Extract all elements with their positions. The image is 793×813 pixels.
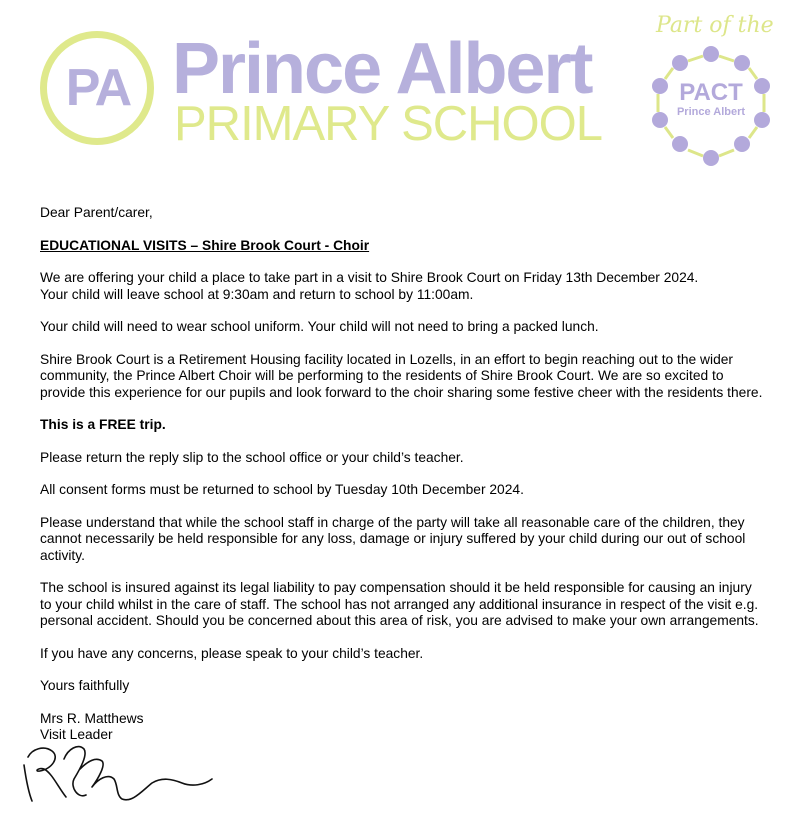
insurance-line-2: to your child whilst in the care of staff. The school has not arranged any additional insurance in respect of the visit e.g.: [40, 596, 759, 612]
consent-deadline: All consent forms must be returned to school by Tuesday 10th December 2024.: [40, 482, 524, 497]
visit-details-line-1: We are offering your child a place to take part in a visit to Shire Brook Court on Friday 13th December 2024.: [40, 270, 699, 285]
free-trip-note: This is a FREE trip.: [40, 417, 166, 432]
pact-logo: [646, 46, 776, 170]
letter-subject: EDUCATIONAL VISITS – Shire Brook Court - Choir: [40, 237, 370, 253]
liability-line-3: activity.: [40, 547, 85, 563]
school-subtitle: PRIMARY SCHOOL: [174, 97, 603, 151]
signer-name: Mrs R. Matthews: [40, 710, 144, 726]
partner-tagline: Part of the: [656, 13, 774, 38]
liability-line-2: cannot necessarily be held responsible for any loss, damage or injury suffered by your child during our out of school: [40, 531, 746, 546]
uniform-note: Your child will need to wear school uniform. Your child will not need to bring a packed lunch.: [40, 319, 599, 334]
description-line-1: Shire Brook Court is a Retirement Housing facility located in Lozells, in an effort to begin reaching out to the wider: [40, 351, 734, 367]
pact-logo-subtitle: Prince Albert: [676, 106, 746, 118]
letterhead: [0, 0, 793, 195]
signer-role: Visit Leader: [40, 727, 113, 742]
closing: Yours faithfully: [40, 678, 130, 693]
visit-details-line-2: Your child will leave school at 9:30am and return to school by 11:00am.: [40, 286, 474, 302]
pact-logo-title: PACT: [679, 79, 743, 106]
insurance-line-1: The school is insured against its legal liability to pay compensation should it be held responsible for causing an injury: [40, 580, 752, 595]
reply-slip-note: Please return the reply slip to the school office or your child’s teacher.: [40, 449, 464, 465]
description-line-2: community, the Prince Albert Choir will be performing to the residents of Shire Brook Court. We are so excited to: [40, 368, 724, 383]
liability-line-1: Please understand that while the school staff in charge of the party will take all reasonable care of the children, they: [40, 514, 745, 530]
letter-body: [40, 205, 785, 744]
school-name: Prince Albert: [172, 29, 592, 109]
pa-logo-initials: PA: [65, 59, 131, 117]
concerns-note: If you have any concerns, please speak to your child’s teacher.: [40, 645, 424, 661]
description-line-3: provide this experience for our pupils and look forward to the choir sharing some festive cheer with the residents there.: [40, 384, 763, 400]
signature-icon: [22, 739, 222, 811]
salutation: Dear Parent/carer,: [40, 205, 153, 220]
insurance-line-3: personal accident. Should you be concerned about this area of risk, you are advised to make your own arrangements.: [40, 613, 759, 628]
